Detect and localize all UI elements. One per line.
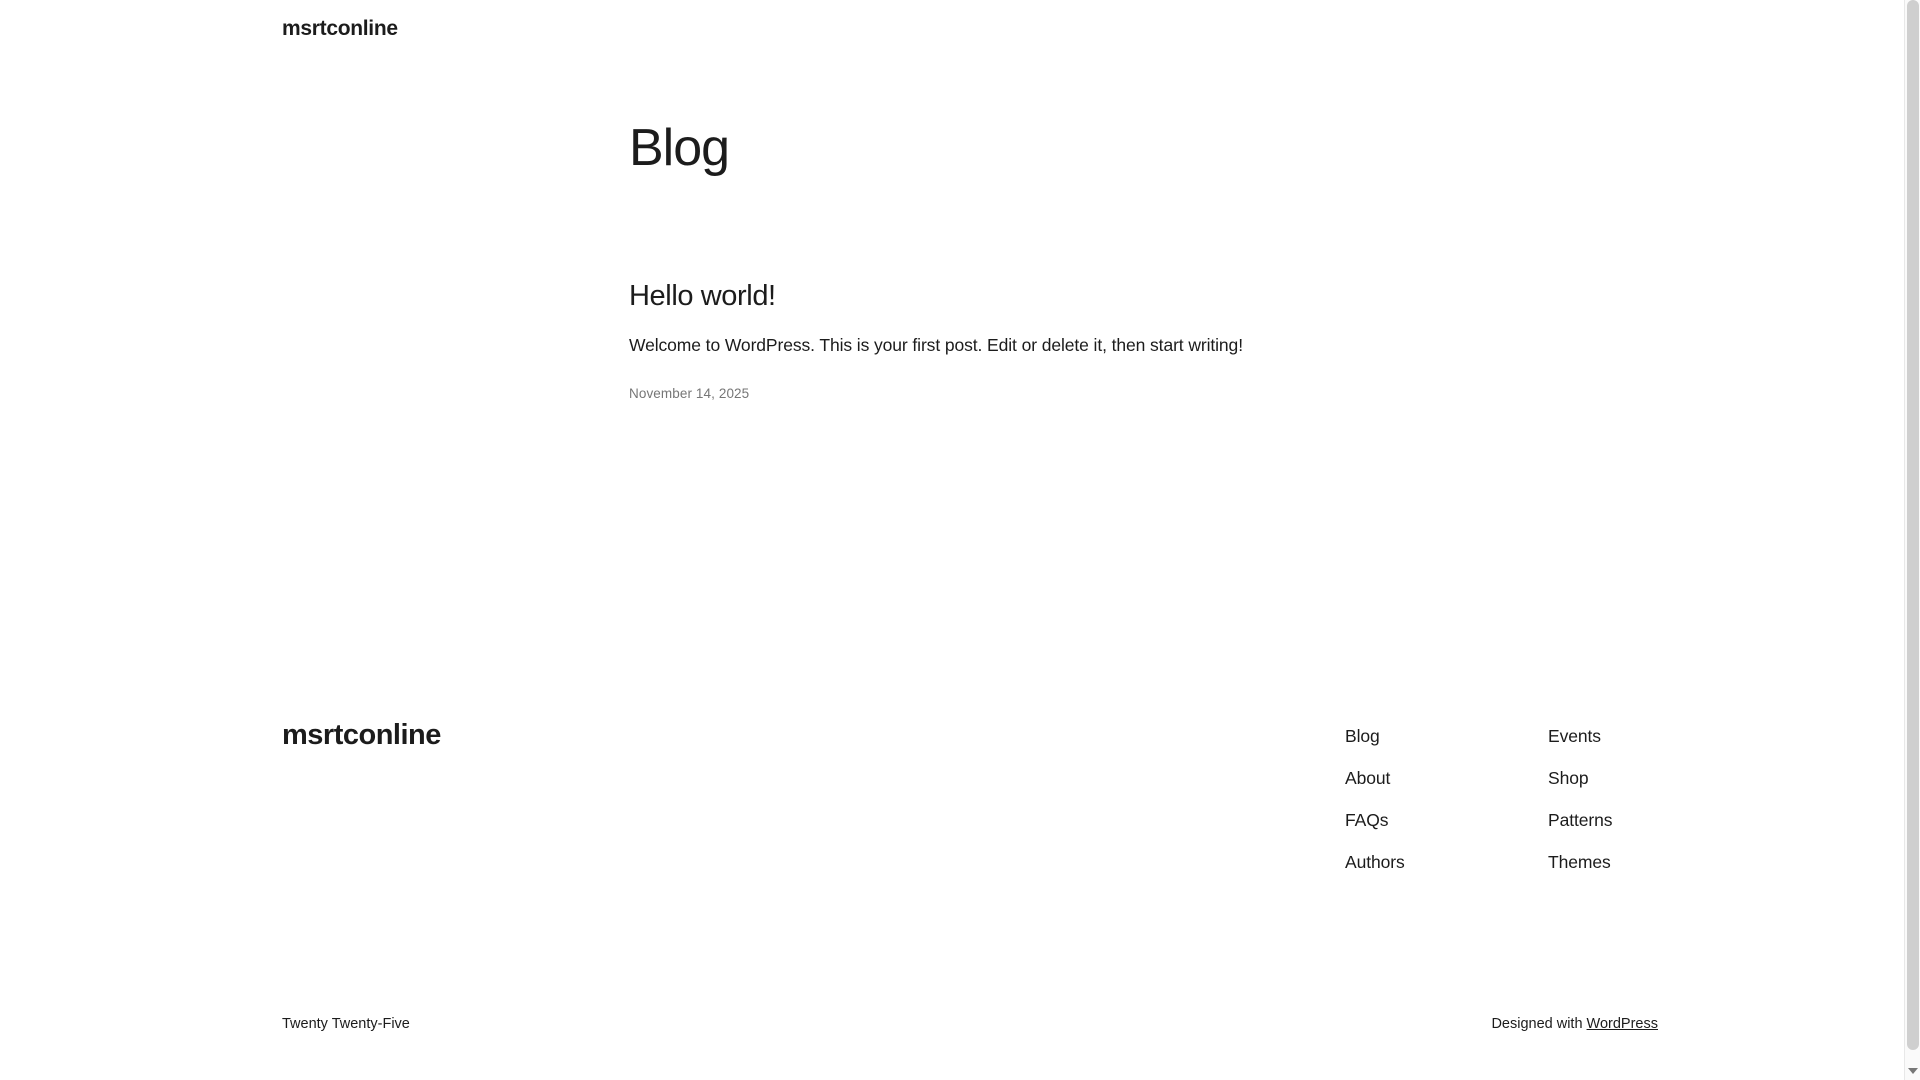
footer-link-blog[interactable]: Blog	[1345, 726, 1380, 746]
page-scrollbar[interactable]	[1904, 0, 1920, 1080]
footer-link-faqs[interactable]: FAQs	[1345, 810, 1389, 830]
footer-brand-link[interactable]: msrtconline	[282, 719, 441, 751]
footer-link-authors[interactable]: Authors	[1345, 852, 1405, 872]
footer-theme-name: Twenty Twenty-Five	[282, 1016, 410, 1032]
scrollbar-thumb[interactable]	[1907, 0, 1919, 1050]
post-title-link[interactable]: Hello world!	[629, 280, 776, 313]
footer-credit	[1491, 1016, 1658, 1032]
footer-credit-prefix: Designed with	[1491, 1016, 1587, 1032]
footer-link-about[interactable]: About	[1345, 768, 1391, 788]
post-item	[629, 279, 1629, 401]
footer-link-shop[interactable]: Shop	[1548, 768, 1589, 788]
footer-bottom-bar	[0, 1016, 1920, 1046]
site-footer	[0, 718, 1920, 1038]
footer-link-themes[interactable]: Themes	[1548, 852, 1611, 872]
footer-link-patterns[interactable]: Patterns	[1548, 810, 1613, 830]
footer-link-events[interactable]: Events	[1548, 726, 1601, 746]
site-header	[282, 16, 398, 41]
page-title: Blog	[629, 119, 730, 177]
site-title-link[interactable]: msrtconline	[282, 17, 398, 40]
footer-nav-column-1	[1345, 726, 1548, 873]
scroll-down-arrow-icon[interactable]	[1908, 1068, 1918, 1074]
wordpress-link[interactable]: WordPress	[1586, 1016, 1658, 1032]
post-excerpt: Welcome to WordPress. This is your first post. Edit or delete it, then start writing!	[629, 334, 1243, 355]
footer-navigation	[1345, 726, 1751, 873]
post-date: November 14, 2025	[629, 386, 750, 402]
footer-nav-column-2	[1548, 726, 1751, 873]
main-content	[629, 120, 1629, 401]
